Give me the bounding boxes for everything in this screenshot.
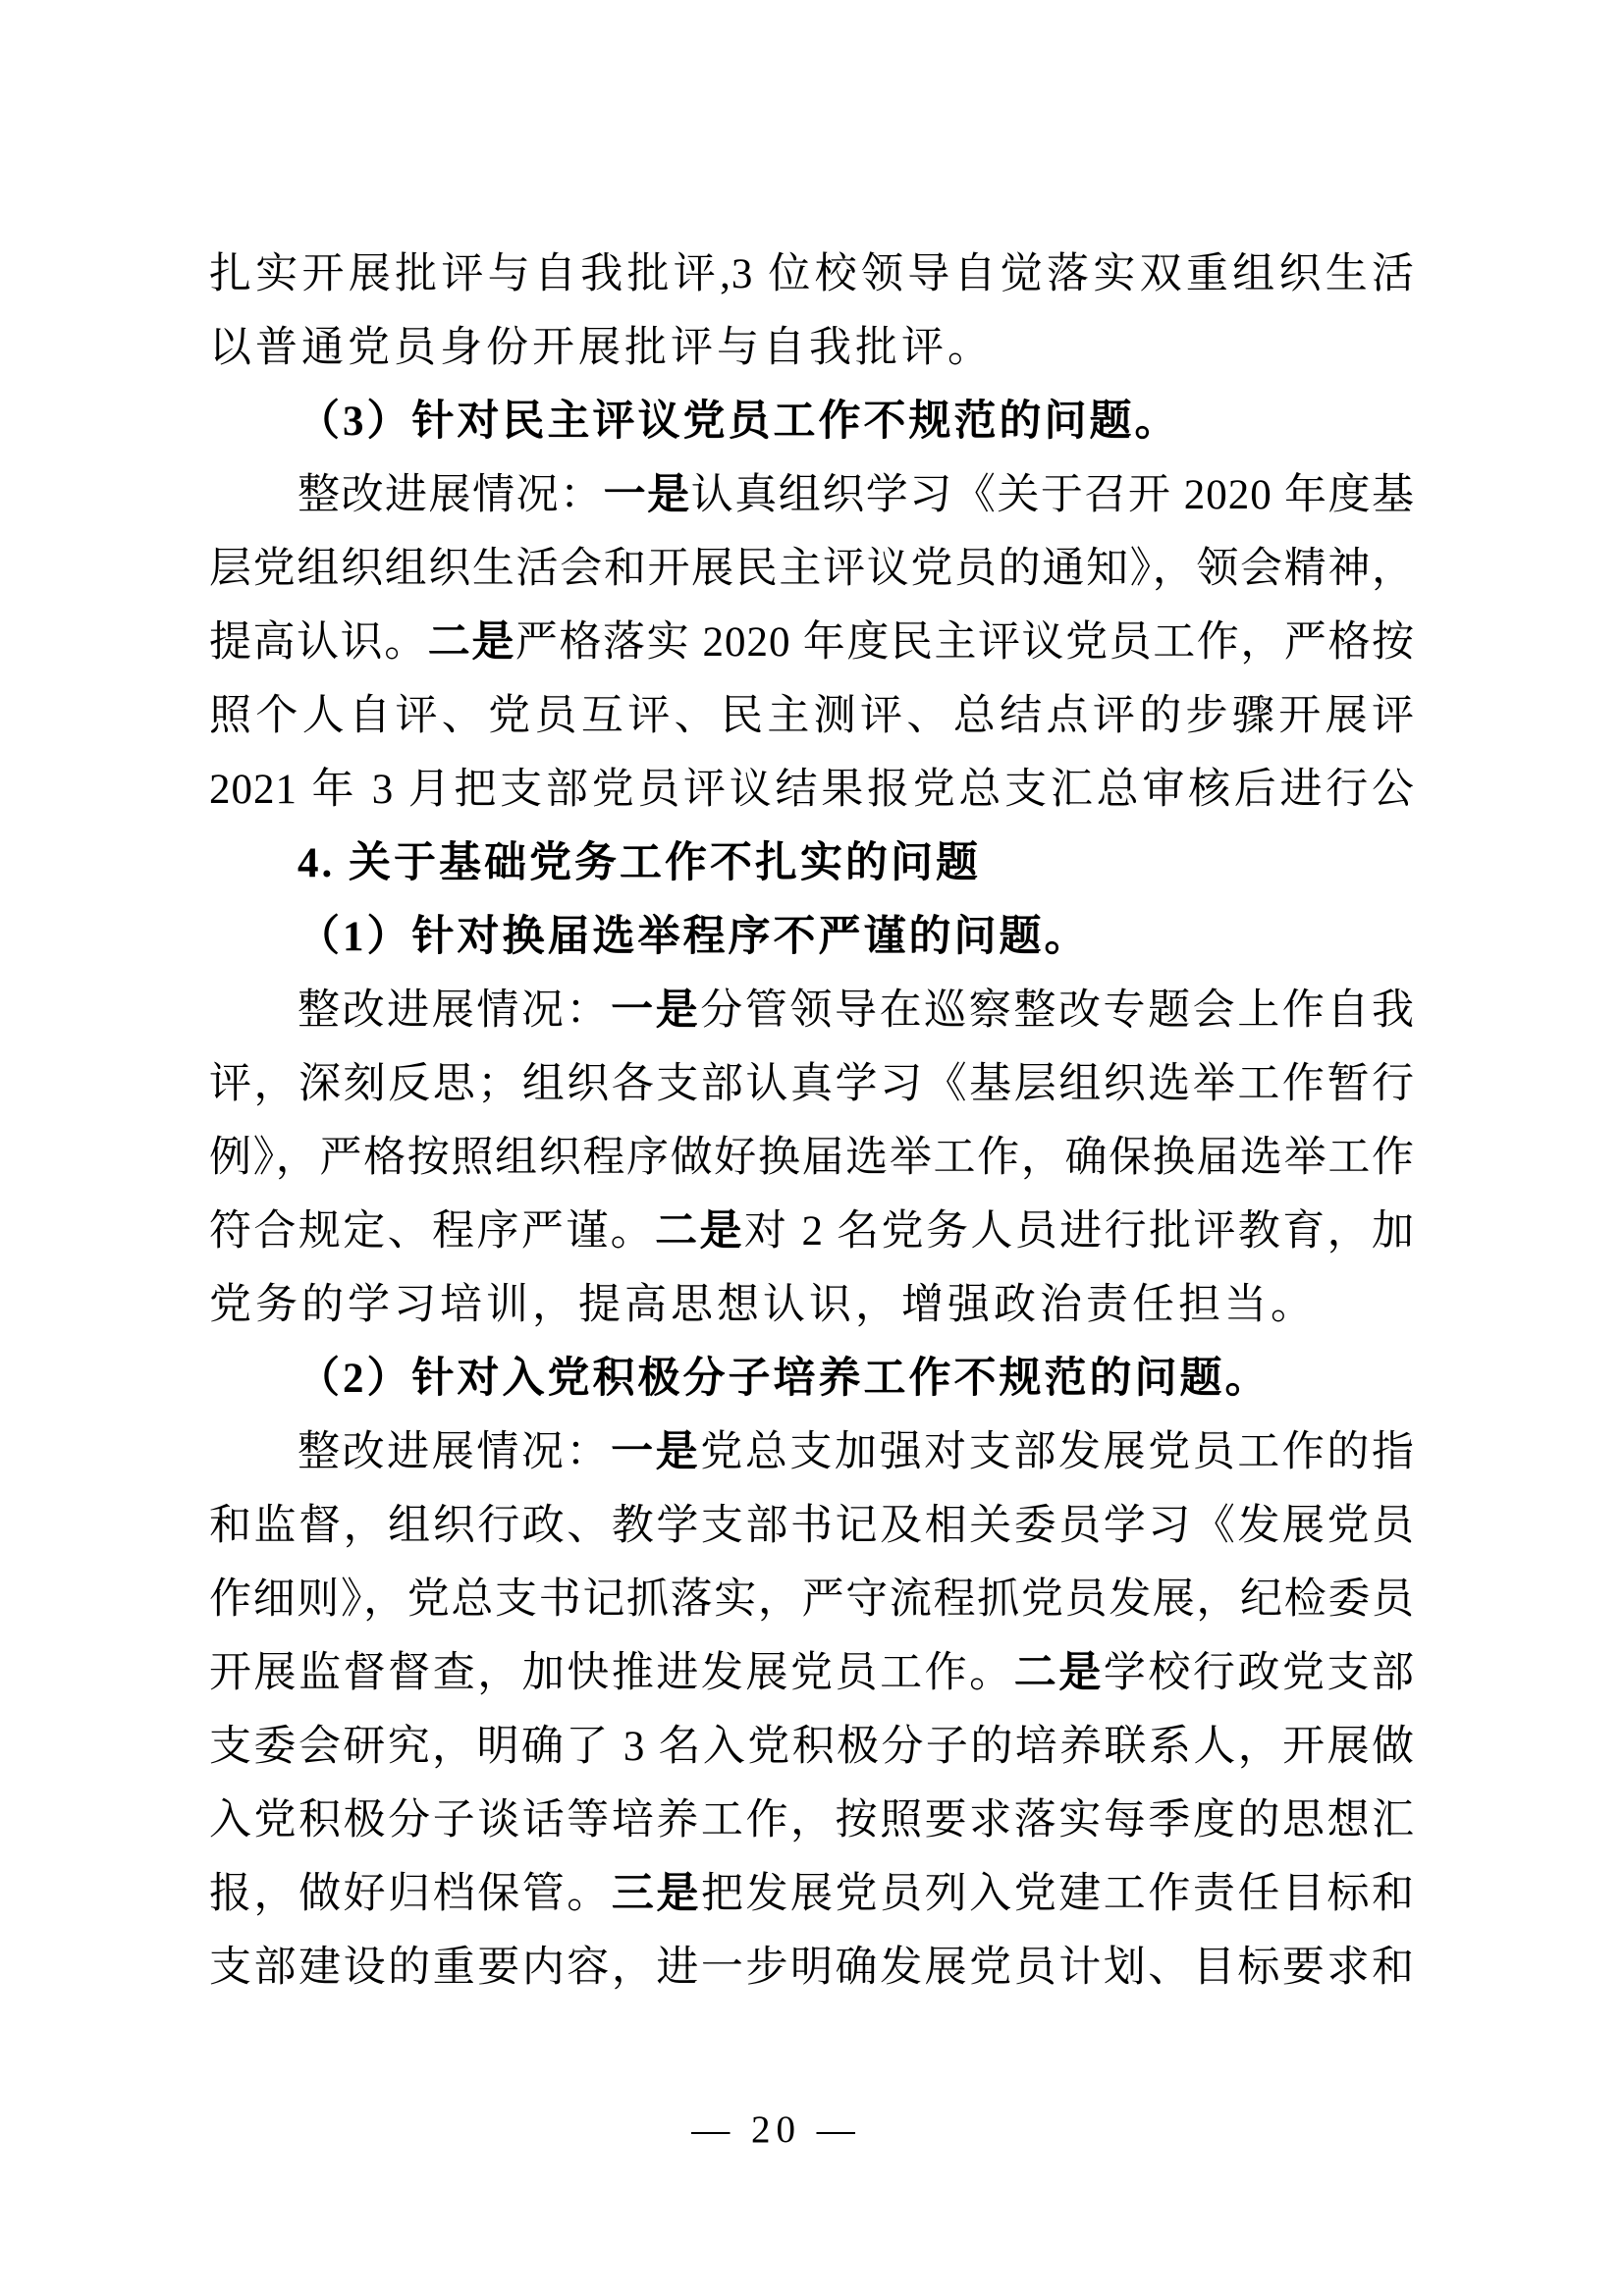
text-line [209,1415,1415,1489]
text-run: 2021 年 3 月把支部党员评议结果报党总支汇总审核后进行公 [209,767,1415,813]
text-line [209,1121,1415,1195]
text-line [209,974,1415,1047]
page-number: — 20 — [691,2109,861,2151]
text-line [209,1489,1415,1563]
heading-line [209,900,1415,974]
text-line [209,532,1415,606]
text-run: （1）针对换届选举程序不严谨的问题。 [298,914,1090,960]
text-line [209,1636,1415,1710]
text-run: 支部建设的重要内容，进一步明确发展党员计划、目标要求和 [209,1945,1415,1991]
text-run: 开展监督督查，加快推进发展党员工作。 [209,1650,1014,1696]
text-run: 提高认识。 [209,619,428,666]
text-run: 层党组织组织生活会和开展民主评议党员的通知》，领会精神， [209,546,1415,592]
text-run: 学校行政党支部 [1103,1650,1415,1696]
text-run: 整改进展情况： [298,1429,612,1475]
text-run: 入党积极分子谈话等培养工作，按照要求落实每季度的思想汇 [209,1797,1415,1843]
text-run: 严格落实 2020 年度民主评议党员工作，严格按 [514,619,1415,666]
heading-line [209,827,1415,900]
text-run: （3）针对民主评议党员工作不规范的问题。 [298,399,1180,445]
text-line [209,458,1415,532]
text-line [209,1195,1415,1268]
text-line [209,1931,1415,2004]
text-line [209,238,1415,311]
text-run: 整改进展情况： [298,472,604,518]
text-run: 照个人自评、党员互评、民主测评、总结点评的步骤开展评 [209,693,1415,739]
text-run: 对 2 名党务人员进行批评教育，加 [743,1208,1415,1255]
text-line [209,1784,1415,1857]
text-run-bold: 三是 [611,1871,701,1917]
text-run: 例》，严格按照组织程序做好换届选举工作，确保换届选举工作 [209,1135,1415,1181]
text-run: 党务的学习培训，提高思想认识，增强政治责任担当。 [209,1282,1317,1328]
text-line [209,1047,1415,1121]
text-run: 以普通党员身份开展批评与自我批评。 [209,325,994,371]
text-run: 评，深刻反思；组织各支部认真学习《基层组织选举工作暂行 [209,1061,1415,1107]
text-run: 作细则》，党总支书记抓落实，严守流程抓党员发展，纪检委员 [209,1576,1415,1623]
text-run: 4. 关于基础党务工作不扎实的问题 [298,840,981,886]
text-run-bold: 二是 [1013,1650,1104,1696]
text-run: 把发展党员列入党建工作责任目标和 [700,1871,1415,1917]
text-run-bold: 二是 [655,1208,744,1255]
text-run-bold: 二是 [427,619,515,666]
text-line [209,1563,1415,1636]
text-line [209,1857,1415,1931]
heading-line [209,385,1415,458]
text-run-bold: 一是 [611,1429,701,1475]
text-line [209,1710,1415,1784]
text-line [209,1268,1415,1342]
text-run: 党总支加强对支部发展党员工作的指 [700,1429,1415,1475]
text-run-bold: 一是 [603,472,691,518]
text-run: （2）针对入党积极分子培养工作不规范的问题。 [298,1356,1271,1402]
text-run-bold: 一是 [611,988,701,1034]
text-line [209,753,1415,827]
text-run: 扎实开展批评与自我批评,3 位校领导自觉落实双重组织生活 [209,251,1415,297]
text-block [209,238,1415,2004]
text-run: 支委会研究，明确了 3 名入党积极分子的培养联系人，开展做 [209,1724,1415,1770]
text-run: 整改进展情况： [298,988,612,1034]
text-line [209,311,1415,385]
text-run: 认真组织学习《关于召开 2020 年度基 [690,472,1415,518]
text-line [209,606,1415,679]
text-line [209,679,1415,753]
text-run: 和监督，组织行政、教学支部书记及相关委员学习《发展党员 [209,1503,1415,1549]
text-run: 报，做好归档保管。 [209,1871,612,1917]
text-run: 分管领导在巡察整改专题会上作自我 [700,988,1415,1034]
heading-line [209,1342,1415,1415]
text-run: 符合规定、程序严谨。 [209,1208,656,1255]
